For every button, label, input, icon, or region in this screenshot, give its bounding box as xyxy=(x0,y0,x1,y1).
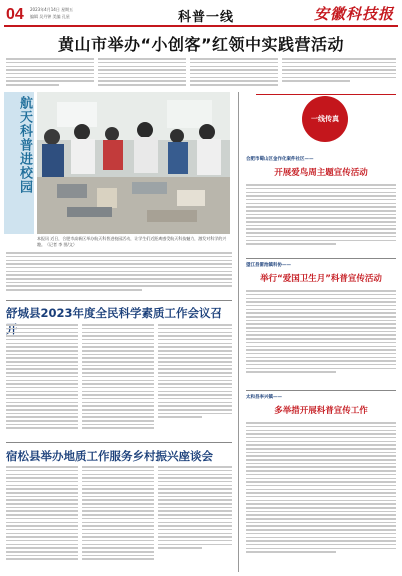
lead-article-body-col4 xyxy=(282,56,396,88)
sidebar-item3-body xyxy=(246,420,396,572)
column-divider xyxy=(238,92,239,572)
sidebar-item2-body xyxy=(246,288,396,386)
lead-article-body-col2 xyxy=(98,56,186,88)
article2-title: 舒城县2023年度全民科学素质工作会议召 xyxy=(6,306,223,320)
section-divider xyxy=(6,442,232,443)
issue-date: 2023年4月14日 星期五 xyxy=(30,7,74,12)
sidebar-item1-title: 开展爱鸟周主题宣传活动 xyxy=(274,168,368,178)
article2-body-col3 xyxy=(158,322,232,440)
article2-body-col1 xyxy=(6,322,78,440)
sidebar-rule xyxy=(256,94,396,95)
article3-body-col2 xyxy=(82,464,154,572)
sidebar-item2-source: 望江县雷池镇科协—— xyxy=(246,263,291,268)
lead-article-body-cont xyxy=(6,250,232,298)
lead-article-body-col1 xyxy=(6,56,94,88)
section-divider xyxy=(6,300,232,301)
photo-caption: 本报讯 近日，合肥市高新区举办航天科普进校园活动，让学生们近距离感受航天科技魅力，激发对科学的兴趣。（记者 李 图/文） xyxy=(37,236,227,247)
article3-body-col1 xyxy=(6,464,78,572)
sidebar-divider xyxy=(246,390,396,391)
lead-article-body-col3 xyxy=(190,56,278,88)
sidebar-divider xyxy=(246,258,396,259)
page-number: 04 xyxy=(6,6,24,23)
article3-body-col3 xyxy=(158,464,232,572)
sidebar-badge-label: 一线传真 xyxy=(311,114,339,123)
lead-article-title: 黄山市举办“小创客”红领中实践营活动 xyxy=(57,35,345,54)
sidebar-item1-source: 合肥市蜀山区金作化案件社区—— xyxy=(246,157,314,162)
editor-line: 编辑 吴丹钟 美编 孔星 xyxy=(30,14,70,19)
sidebar-item3-title: 多举措开展科普宣传工作 xyxy=(274,406,368,416)
sidebar-item3-source: 太和县李兴镇—— xyxy=(246,395,282,400)
article3-title: 宿松县举办地质工作服务乡村振兴座谈会 xyxy=(6,449,213,463)
article2-body-col2 xyxy=(82,322,154,440)
classroom-photo xyxy=(37,92,230,234)
sidebar-item1-body xyxy=(246,182,396,254)
vertical-banner-text: 航天科普进校园 xyxy=(17,96,32,194)
masthead-logo: 安徽科技报 xyxy=(313,5,394,23)
sidebar-item2-title: 举行“爱国卫生月”科普宣传活动 xyxy=(260,274,382,284)
header-rule xyxy=(4,25,398,27)
column-title: 科普一线 xyxy=(178,10,235,25)
